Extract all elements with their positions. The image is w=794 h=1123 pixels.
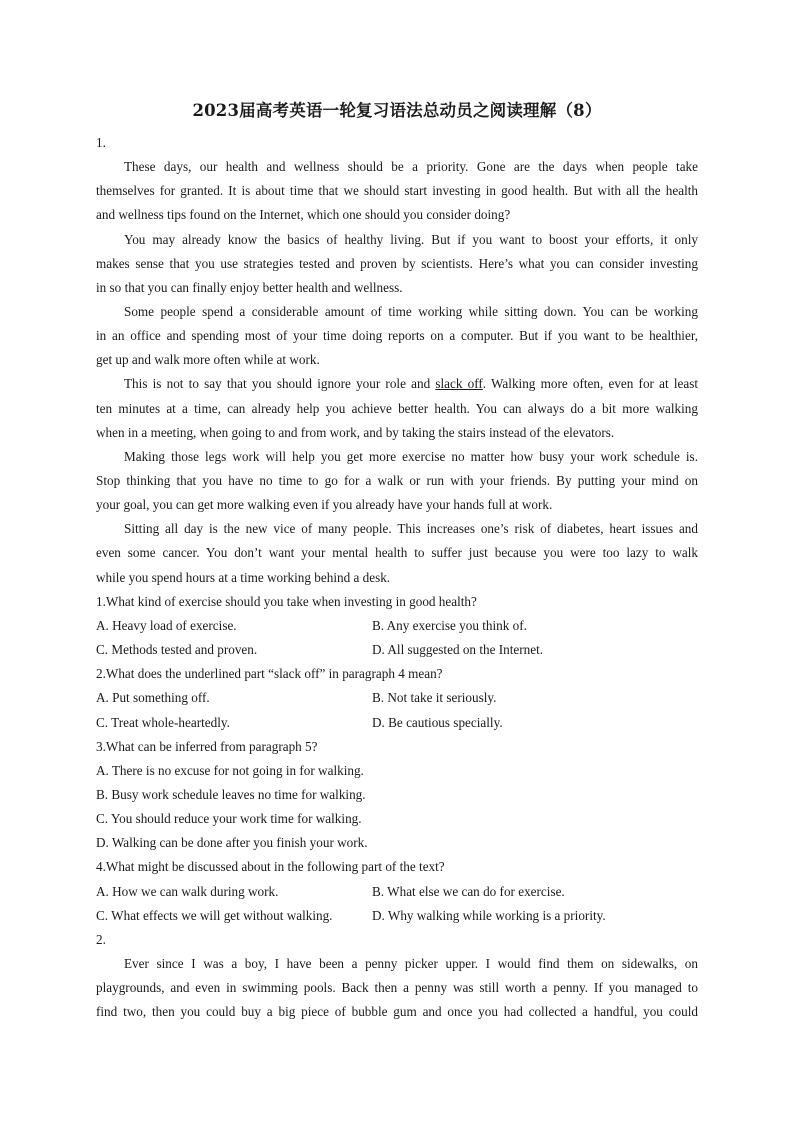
paragraph-1-line-2: themselves for granted. It is about time that we should start investing in good health. But with all the health (96, 183, 698, 198)
question-1-options-row-2 (96, 638, 698, 662)
question-4-options-row-2 (96, 904, 698, 928)
section-2-paragraph-1-line-1: Ever since I was a boy, I have been a penny picker upper. I would find them on sidewalks, on (124, 956, 698, 971)
paragraph-1-line-3: and wellness tips found on the Internet, which one should you consider doing? (96, 207, 511, 222)
question-4-option-a: A. How we can walk during work. (96, 884, 279, 899)
question-1-option-d: D. All suggested on the Internet. (372, 642, 544, 657)
question-1-option-c: C. Methods tested and proven. (96, 642, 258, 657)
section-2-paragraph-1-line-3: find two, then you could buy a big piece of bubble gum and once you had collected a handful, you could (96, 1004, 698, 1019)
section-2-paragraph-1-line-2: playgrounds, and even in swimming pools. Back then a penny was still worth a penny. If you managed to (96, 980, 698, 995)
question-1-option-a: A. Heavy load of exercise. (96, 618, 237, 633)
question-3-option-d: D. Walking can be done after you finish your work. (96, 835, 368, 850)
paragraph-6-line-3: while you spend hours at a time working behind a desk. (96, 570, 391, 585)
question-1-option-b: B. Any exercise you think of. (372, 618, 527, 633)
paragraph-3-line-1: Some people spend a considerable amount of time working while sitting down. You can be working (124, 304, 698, 319)
question-2-option-d: D. Be cautious specially. (372, 715, 503, 730)
paragraph-4-line-1 (96, 372, 698, 396)
paragraph-3-line-2: in an office and spending most of your time doing reports on a computer. But if you want to be healthier, (96, 328, 698, 343)
paragraph-4-line-3: when in a meeting, when going to and from work, and by taking the stairs instead of the elevators. (96, 425, 615, 440)
question-4-option-d: D. Why walking while working is a priority. (372, 908, 606, 923)
question-2-option-a: A. Put something off. (96, 690, 210, 705)
question-1-options-row-1 (96, 614, 698, 638)
paragraph-2-line-1: You may already know the basics of healthy living. But if you want to boost your efforts, it only (124, 232, 698, 247)
paragraph-5-line-3: your goal, you can get more walking even if you already have your hands full at work. (96, 497, 553, 512)
paragraph-5-line-1: Making those legs work will help you get more exercise no matter how busy your work schedule is. (124, 449, 698, 464)
question-3-option-c: C. You should reduce your work time for walking. (96, 811, 362, 826)
underlined-phrase-slack-off: slack off (435, 376, 483, 391)
paragraph-2-line-3: in so that you can finally enjoy better health and wellness. (96, 280, 403, 295)
question-4-option-c: C. What effects we will get without walking. (96, 908, 333, 923)
paragraph-6-line-1: Sitting all day is the new vice of many people. This increases one’s risk of diabetes, heart issues and (124, 521, 698, 536)
question-4-option-b: B. What else we can do for exercise. (372, 884, 565, 899)
paragraph-3-line-3: get up and walk more often while at work. (96, 352, 320, 367)
question-1-stem: 1.What kind of exercise should you take when investing in good health? (96, 594, 477, 609)
section-1-number: 1. (96, 135, 106, 150)
paragraph-4-text-after: . Walking more often, even for at least (482, 376, 698, 391)
question-2-option-c: C. Treat whole-heartedly. (96, 715, 230, 730)
question-2-options-row-1 (96, 686, 698, 710)
paragraph-6-line-2: even some cancer. You don’t want your mental health to suffer just because you were too lazy to walk (96, 545, 698, 560)
question-3-option-a: A. There is no excuse for not going in for walking. (96, 763, 364, 778)
question-2-options-row-2 (96, 711, 698, 735)
paragraph-4-text-before: This is not to say that you should ignore your role and (124, 376, 436, 391)
paragraph-2-line-2: makes sense that you use strategies tested and proven by scientists. Here’s what you can consider investing (96, 256, 698, 271)
paragraph-4-line-2: ten minutes at a time, can already help you achieve better health. You can always do a bit more walking (96, 401, 698, 416)
question-2-option-b: B. Not take it seriously. (372, 690, 497, 705)
page-title: 2023届高考英语一轮复习语法总动员之阅读理解（8） (192, 101, 602, 120)
question-3-option-b: B. Busy work schedule leaves no time for walking. (96, 787, 366, 802)
question-4-stem: 4.What might be discussed about in the following part of the text? (96, 859, 445, 874)
question-3-stem: 3.What can be inferred from paragraph 5? (96, 739, 318, 754)
paragraph-1-line-1: These days, our health and wellness should be a priority. Gone are the days when people take (124, 159, 698, 174)
question-2-stem: 2.What does the underlined part “slack off” in paragraph 4 mean? (96, 666, 443, 681)
paragraph-5-line-2: Stop thinking that you have no time to go for a walk or run with your friends. By putting your mind on (96, 473, 698, 488)
section-2-number: 2. (96, 932, 106, 947)
question-4-options-row-1 (96, 880, 698, 904)
